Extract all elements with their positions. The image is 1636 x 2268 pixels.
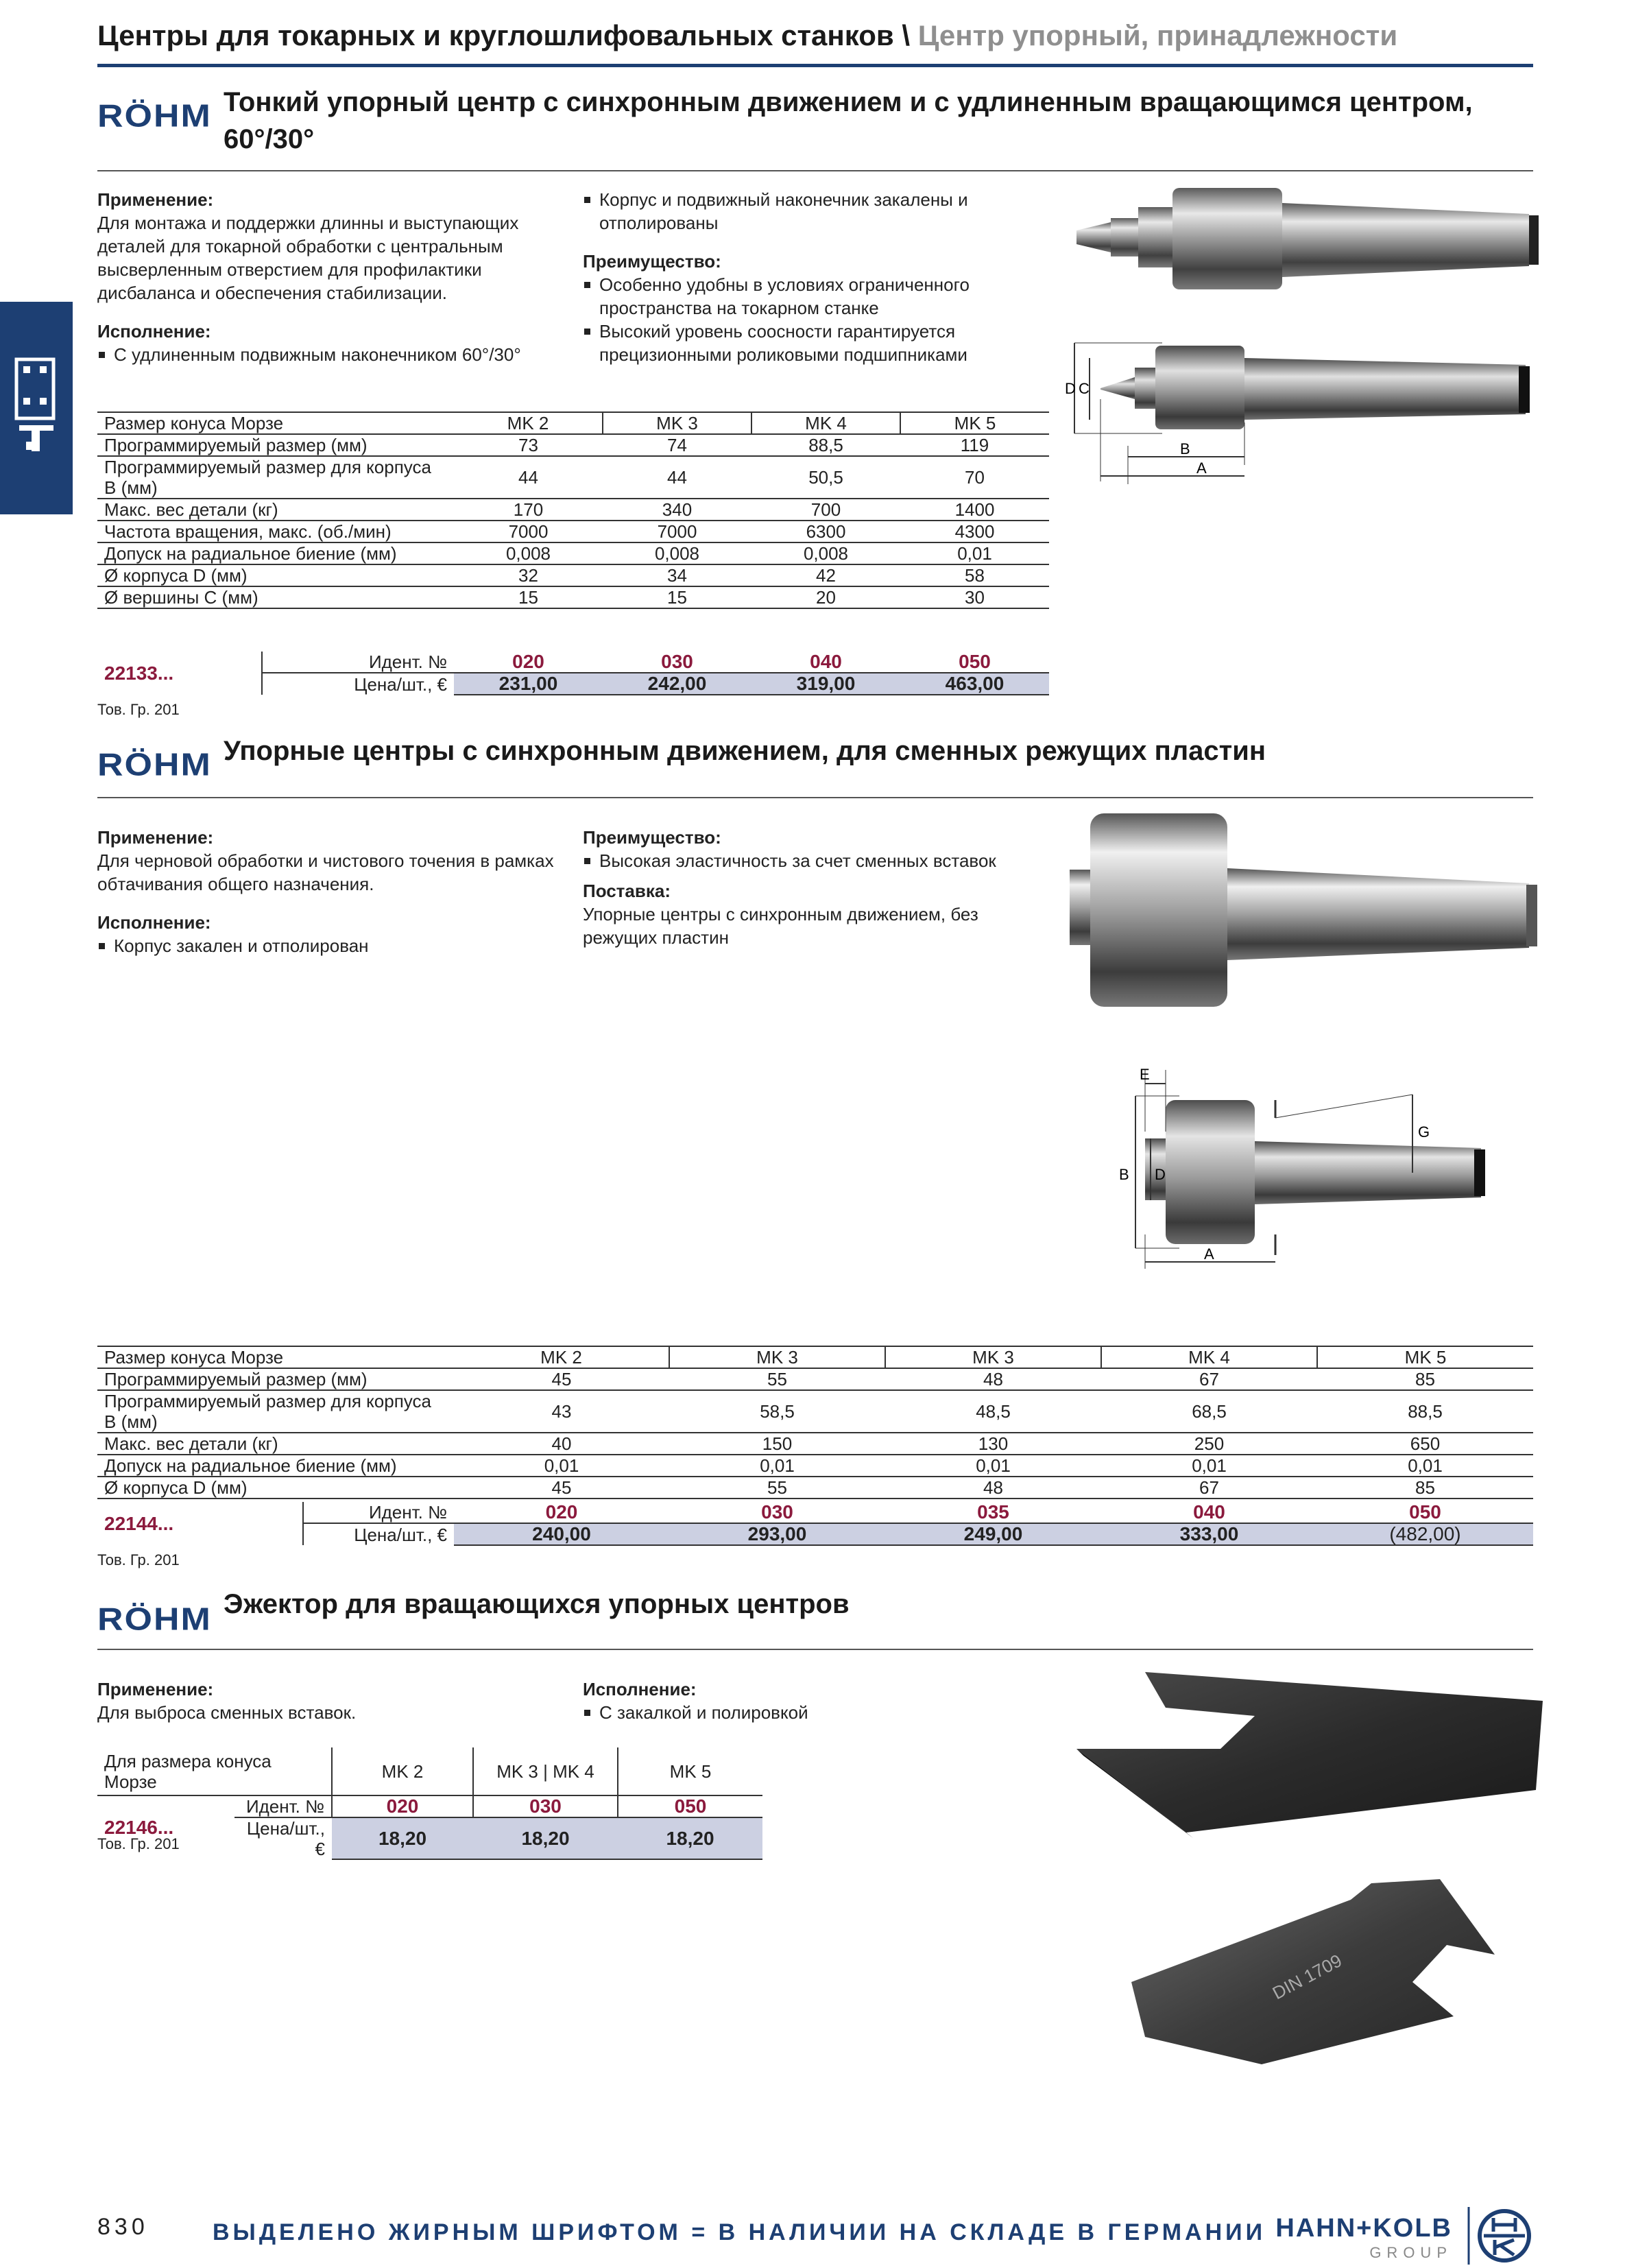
execution-item: Корпус закален и отполирован (97, 934, 564, 957)
advantage-item: Особенно удобны в условиях ограниченного пространства на токарном станке (583, 273, 1022, 320)
order-code: 22146... (104, 1817, 174, 1838)
application-block (97, 188, 564, 366)
id-number: 030 (603, 652, 751, 673)
price-row (97, 1523, 1533, 1545)
advantage-item: Высокий уровень соосности гарантируется прецизионными роликовыми подшипниками (583, 320, 1022, 366)
order-table (97, 652, 1049, 695)
table-row: Допуск на радиальное биение (мм) 0,01 0,01 0,01 0,01 0,01 (97, 1455, 1533, 1477)
id-number: 020 (332, 1795, 473, 1817)
section-divider (97, 797, 1533, 798)
product-group: Тов. Гр. 201 (97, 1551, 180, 1568)
hk-logo-icon (1465, 2207, 1533, 2265)
id-number: 040 (751, 652, 900, 673)
table-row: Макс. вес детали (кг) 40 150 130 250 650 (97, 1433, 1533, 1455)
product-title: Тонкий упорный центр с синхронным движением и с удлиненным вращающимся центром, 60°/30° (224, 87, 1473, 154)
lathe-center-icon (12, 357, 60, 459)
price-value: 293,00 (669, 1523, 885, 1545)
table-row: Частота вращения, макс. (об./мин) 7000 7000 6300 4300 (97, 521, 1049, 542)
product-title: Упорные центры с синхронным движением, для сменных режущих пластин (224, 736, 1266, 766)
application-block (97, 1678, 564, 1724)
live-center-photo (1063, 176, 1543, 313)
price-value: 249,00 (885, 1523, 1101, 1545)
execution-item: С удлиненным подвижным наконечником 60°/30° (97, 343, 536, 366)
product-group: Тов. Гр. 201 (97, 701, 180, 718)
price-value: 333,00 (1101, 1523, 1317, 1545)
table-header-row: Размер конуса Морзе MK 2 MK 3 MK 3 MK 4 MK 5 (97, 1346, 1533, 1368)
id-row (97, 1795, 762, 1817)
order-code: 22133... (104, 662, 174, 684)
page-header (97, 15, 1533, 67)
product-group: Тов. Гр. 201 (97, 1835, 180, 1852)
table-row: Программируемый размер для корпуса B (мм) 43 58,5 48,5 68,5 88,5 (97, 1390, 1533, 1433)
table-row: Программируемый размер для корпуса B (мм) 44 44 50,5 70 (97, 456, 1049, 499)
application-label: Применение: (97, 1679, 214, 1699)
id-number: 035 (885, 1502, 1101, 1523)
table-row: Ø корпуса D (мм) 32 34 42 58 (97, 564, 1049, 586)
application-text: Для выброса сменных вставок. (97, 1702, 357, 1723)
table-row: Ø вершины C (мм) 15 15 20 30 (97, 586, 1049, 608)
ejector-stamp-text: DIN 1709 (1268, 1950, 1345, 2004)
id-row (97, 1502, 1533, 1523)
price-label: Цена/шт., € (262, 673, 454, 695)
dim-label-d: D (1065, 380, 1076, 397)
section-divider (97, 1649, 1533, 1650)
dim-label-b: B (1119, 1166, 1129, 1183)
table-row: Допуск на радиальное биение (мм) 0,008 0,008 0,008 0,01 (97, 542, 1049, 564)
application-text: Для черновой обработки и чистового точения в рамках обтачивания общего назначения. (97, 850, 554, 894)
execution-label: Исполнение: (583, 1679, 697, 1699)
price-value: 18,20 (473, 1817, 618, 1859)
order-table (97, 1747, 762, 1860)
advantages-block (583, 826, 1035, 949)
ejector-stamped-photo (1124, 1879, 1508, 2064)
price-value: 242,00 (603, 673, 751, 695)
price-value: 319,00 (751, 673, 900, 695)
page-title (97, 15, 1533, 56)
dim-label-a: A (1204, 1245, 1214, 1263)
id-label: Идент. № (262, 652, 454, 673)
dim-label-b: B (1180, 440, 1190, 457)
price-label: Цена/шт., € (303, 1523, 454, 1545)
application-text: Для монтажа и поддержки длинны и выступающих деталей для токарной обработки с центральным высверленным отверстием для профилактики дисбаланса и обеспечения стабилизации. (97, 213, 519, 303)
dimension-drawing (1059, 333, 1539, 491)
spec-table (97, 1346, 1533, 1499)
price-value: 463,00 (900, 673, 1049, 695)
id-row (97, 652, 1049, 673)
price-value: 240,00 (454, 1523, 669, 1545)
table-header-row: Размер конуса Морзе MK 2 MK 3 MK 4 MK 5 (97, 412, 1049, 434)
table-row: Программируемый размер (мм) 73 74 88,5 119 (97, 434, 1049, 456)
rohm-logo: RÖHM (97, 746, 212, 783)
dim-label-e: E (1140, 1066, 1150, 1083)
dimension-drawing (1070, 1063, 1536, 1276)
execution-block (583, 1678, 1035, 1724)
execution-label: Исполнение: (97, 912, 211, 933)
id-number: 020 (454, 652, 603, 673)
price-value: 18,20 (332, 1817, 473, 1859)
brand-group: GROUP (1369, 2244, 1452, 2261)
live-center-insert-photo (1063, 807, 1543, 1012)
execution-label: Исполнение: (97, 321, 211, 342)
application-label: Применение: (97, 827, 214, 848)
title-separator: \ (893, 19, 918, 51)
order-table (97, 1502, 1533, 1546)
table-row: Макс. вес детали (кг) 170 340 700 1400 (97, 499, 1049, 521)
hahn-kolb-brand (1247, 2214, 1452, 2262)
chapter-tab (0, 302, 73, 514)
page-number: 830 (97, 2214, 149, 2240)
id-label: Идент. № (234, 1795, 332, 1817)
execution-item: С закалкой и полировкой (583, 1701, 1035, 1724)
rohm-logo: RÖHM (97, 1601, 212, 1638)
dim-label-d: D (1155, 1166, 1166, 1183)
order-code: 22144... (104, 1512, 174, 1534)
title-sub: Центр упорный, принадлежности (917, 19, 1398, 51)
feature-item: Корпус и подвижный наконечник закалены и отполированы (583, 188, 1022, 235)
supply-label: Поставка: (583, 881, 671, 901)
product-title: Эжектор для вращающихся упорных центров (224, 1589, 850, 1619)
ejector-photo (1070, 1660, 1543, 1838)
supply-text: Упорные центры с синхронным движением, без режущих пластин (583, 904, 978, 948)
price-value: 18,20 (618, 1817, 762, 1859)
dim-label-g: G (1418, 1123, 1430, 1141)
stock-note: ВЫДЕЛЕНО ЖИРНЫМ ШРИФТОМ = В НАЛИЧИИ НА СКЛАДЕ В ГЕРМАНИИ (213, 2219, 1266, 2245)
price-value: (482,00) (1317, 1523, 1533, 1545)
id-number: 030 (669, 1502, 885, 1523)
spec-table (97, 411, 1049, 609)
id-label: Идент. № (303, 1502, 454, 1523)
advantage-label: Преимущество: (583, 251, 721, 272)
table-header-row: Для размера конуса Морзе MK 2 MK 3 | MK 4 MK 5 (97, 1747, 762, 1795)
advantage-label: Преимущество: (583, 827, 721, 848)
id-number: 030 (473, 1795, 618, 1817)
id-number: 020 (454, 1502, 669, 1523)
application-label: Применение: (97, 189, 214, 210)
application-block (97, 826, 564, 957)
rohm-logo: RÖHM (97, 97, 212, 134)
advantages-block (583, 188, 1022, 366)
id-number: 050 (1317, 1502, 1533, 1523)
advantage-item: Высокая эластичность за счет сменных вставок (583, 849, 1035, 872)
dim-label-a: A (1196, 459, 1207, 477)
id-number: 040 (1101, 1502, 1317, 1523)
id-number: 050 (900, 652, 1049, 673)
dim-label-c: C (1079, 380, 1090, 397)
title-main: Центры для токарных и круглошлифовальных станков (97, 19, 894, 51)
section-divider (97, 170, 1533, 171)
price-label: Цена/шт., € (246, 1818, 325, 1859)
table-row: Программируемый размер (мм) 45 55 48 67 85 (97, 1368, 1533, 1390)
brand-name: HAHN+KOLB (1275, 2214, 1452, 2243)
table-row: Ø корпуса D (мм) 45 55 48 67 85 (97, 1477, 1533, 1499)
id-number: 050 (618, 1795, 762, 1817)
price-value: 231,00 (454, 673, 603, 695)
